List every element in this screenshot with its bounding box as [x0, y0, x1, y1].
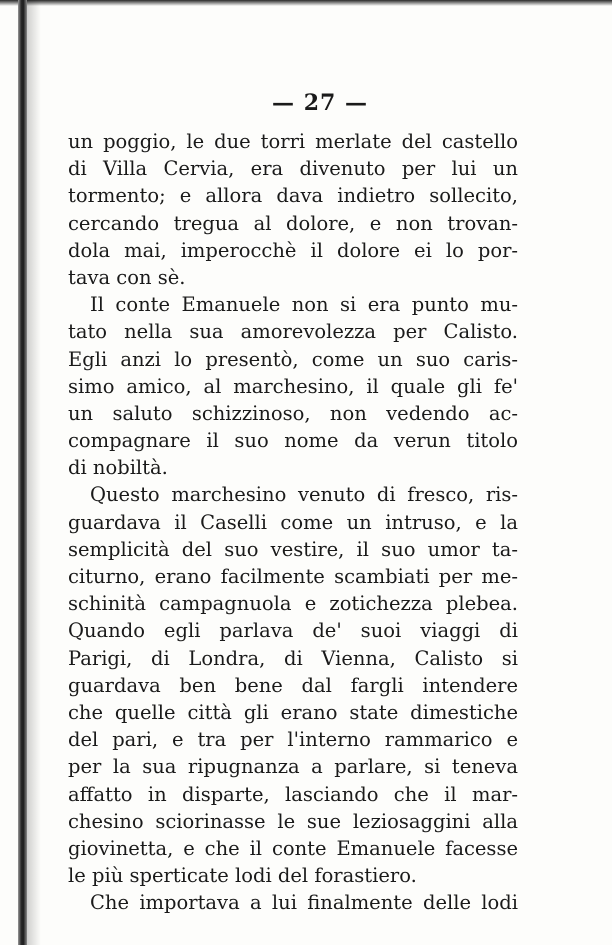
text-line: le più sperticate lodi del forastiero. [68, 864, 417, 888]
text-line: del pari, e tra per l'interno rammarico e [68, 728, 518, 752]
text-line: giovinetta, e che il conte Emanuele facesse [68, 836, 518, 860]
binding-shadow [27, 0, 41, 945]
text-line: Che importava a lui finalmente delle lodi [90, 891, 518, 915]
text-line: guardava il Caselli come un intruso, e la [68, 510, 518, 534]
text-line: semplicità del suo vestire, il suo umor ta- [68, 537, 518, 561]
page-top-edge [0, 0, 612, 6]
text-line: citurno, erano facilmente scambiati per me- [68, 565, 518, 588]
text-line: compagnare il suo nome da verun titolo [68, 429, 518, 453]
text-line: di nobiltà. [68, 456, 168, 480]
text-line: Parigi, di Londra, di Vienna, Calisto si [68, 646, 518, 670]
text-line: un poggio, le due torri merlate del castello [68, 130, 518, 153]
text-line: guardava ben bene dal fargli intendere [68, 673, 518, 697]
text-line: tato nella sua amorevolezza per Calisto. [68, 320, 518, 344]
text-line: Il conte Emanuele non si era punto mu- [90, 293, 518, 317]
text-line: per la sua ripugnanza a parlare, si teneva [68, 755, 518, 779]
body-text [68, 128, 518, 916]
text-line: schinità campagnuola e zotichezza plebea. [68, 592, 518, 616]
text-line: tava con sè. [68, 265, 186, 289]
text-line: chesino sciorinasse le sue leziosaggini alla [68, 809, 518, 833]
text-line: dola mai, imperocchè il dolore ei lo por- [68, 238, 518, 262]
text-line: cercando tregua al dolore, e non trovan- [68, 211, 518, 235]
page-number: — 27 — [272, 90, 368, 116]
text-line: un saluto schizzinoso, non vedendo ac- [68, 401, 518, 425]
text-line: tormento; e allora dava indietro sollecito, [68, 184, 518, 208]
text-line: Questo marchesino venuto di fresco, ris- [90, 483, 518, 507]
text-line: Egli anzi lo presentò, come un suo caris- [68, 347, 518, 371]
text-line: simo amico, al marchesino, il quale gli fe' [68, 374, 518, 398]
text-line: che quelle città gli erano state dimestiche [68, 700, 518, 724]
text-line: affatto in disparte, lasciando che il mar- [68, 782, 518, 806]
text-line: di Villa Cervia, era divenuto per lui un [68, 157, 518, 181]
text-line: Quando egli parlava de' suoi viaggi di [68, 619, 518, 643]
book-binding [18, 0, 27, 945]
